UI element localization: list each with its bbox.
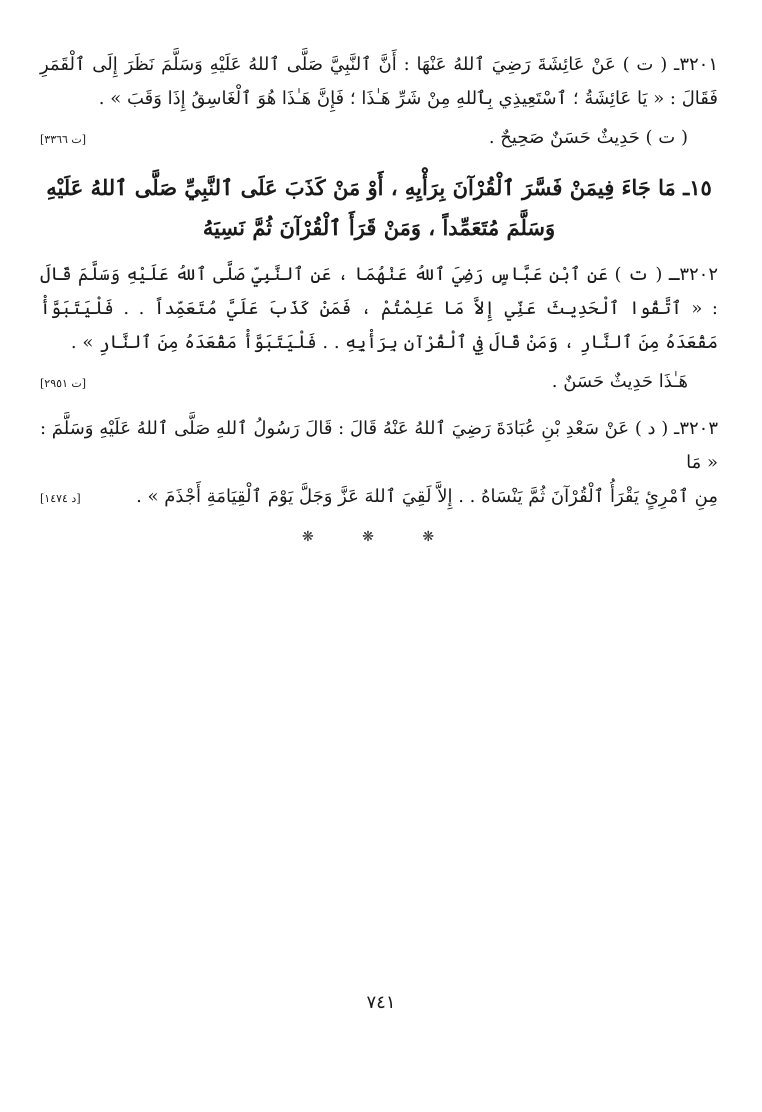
hadith-3203-reference: [د ١٤٧٤]	[40, 492, 81, 505]
hadith-3202-text: ٣٢٠٢ـ ( ت ) عَنِ ٱبْنِ عَبَّاسٍ رَضِيَ ٱللهُ عَنْهُمَا ، عَنِ ٱلنَّبِيِّ صَلَّى ٱللهُ عَلَيْهِ وَسَلَّمَ قَالَ : « ٱتَّقُوا ٱلْحَدِيثَ عَنِّي إِلاَّ مَا عَلِمْتُمْ ، فَمَنْ كَذَبَ عَلَيَّ مُتَعَمِّداً . . فَلْيَتَبَوَّأْ مَقْعَدَهُ مِنَ ٱلنَّارِ ، وَمَنْ قَالَ فِي ٱلْقُرْآنِ بِرَأْيِهِ . . فَلْيَتَبَوَّأْ مَقْعَدَهُ مِنَ ٱلنَّارِ » .	[40, 264, 718, 353]
hadith-3202-ruling-row	[40, 366, 718, 400]
hadith-3201-reference: [ت ٣٣٦٦]	[40, 133, 87, 146]
page-number: ٧٤١	[366, 992, 396, 1013]
book-page	[40, 48, 718, 1058]
hadith-3201-ruling-row	[40, 122, 718, 156]
hadith-3203-text-end: مِنِ ٱمْرِئٍ يَقْرَأُ ٱلْقُرْآنَ ثُمَّ يَنْسَاهُ . . إِلاَّ لَقِيَ ٱللهَ عَزَّ وَجَلَّ يَوْمَ ٱلْقِيَامَةِ أَجْذَمَ » .	[136, 486, 718, 507]
chapter-15-heading: ١٥ـ مَا جَاءَ فِيمَنْ فَسَّرَ ٱلْقُرْآنَ بِرَأْيِهِ ، أَوْ مَنْ كَذَبَ عَلَى ٱلنَّبِيِّ صَلَّى ٱللهُ عَلَيْهِ وَسَلَّمَ مُتَعَمِّداً ، وَمَنْ قَرَأَ ٱلْقُرْآنَ ثُمَّ نَسِيَهُ	[46, 175, 712, 240]
hadith-3202-ruling: هَـٰذَا حَدِيثٌ حَسَنٌ .	[551, 371, 688, 392]
section-separator: ❋ ❋ ❋	[301, 529, 457, 545]
hadith-3203-last-line	[40, 480, 718, 515]
hadith-3202-reference: [ت ٢٩٥١]	[40, 377, 87, 390]
hadith-3201-ruling: ( ت ) حَدِيثٌ حَسَنٌ صَحِيحٌ .	[488, 127, 688, 148]
hadith-3201-text: ٣٢٠١ـ ( ت ) عَنْ عَائِشَةَ رَضِيَ ٱللهُ عَنْهَا : أَنَّ ٱلنَّبِيَّ صَلَّى ٱللهُ عَلَيْهِ وَسَلَّمَ نَظَرَ إِلَى ٱلْقَمَرِ فَقَالَ : « يَا عَائِشَةُ ؛ ٱسْتَعِيذِي بِٱللهِ مِنْ شَرِّ هَـٰذَا ؛ فَإِنَّ هَـٰذَا هُوَ ٱلْغَاسِقُ إِذَا وَقَبَ » .	[40, 54, 718, 109]
hadith-3203-text: ٣٢٠٣ـ ( د ) عَنْ سَعْدِ بْنِ عُبَادَةَ رَضِيَ ٱللهُ عَنْهُ قَالَ : قَالَ رَسُولُ ٱللهِ صَلَّى ٱللهُ عَلَيْهِ وَسَلَّمَ : « مَا	[40, 418, 718, 473]
